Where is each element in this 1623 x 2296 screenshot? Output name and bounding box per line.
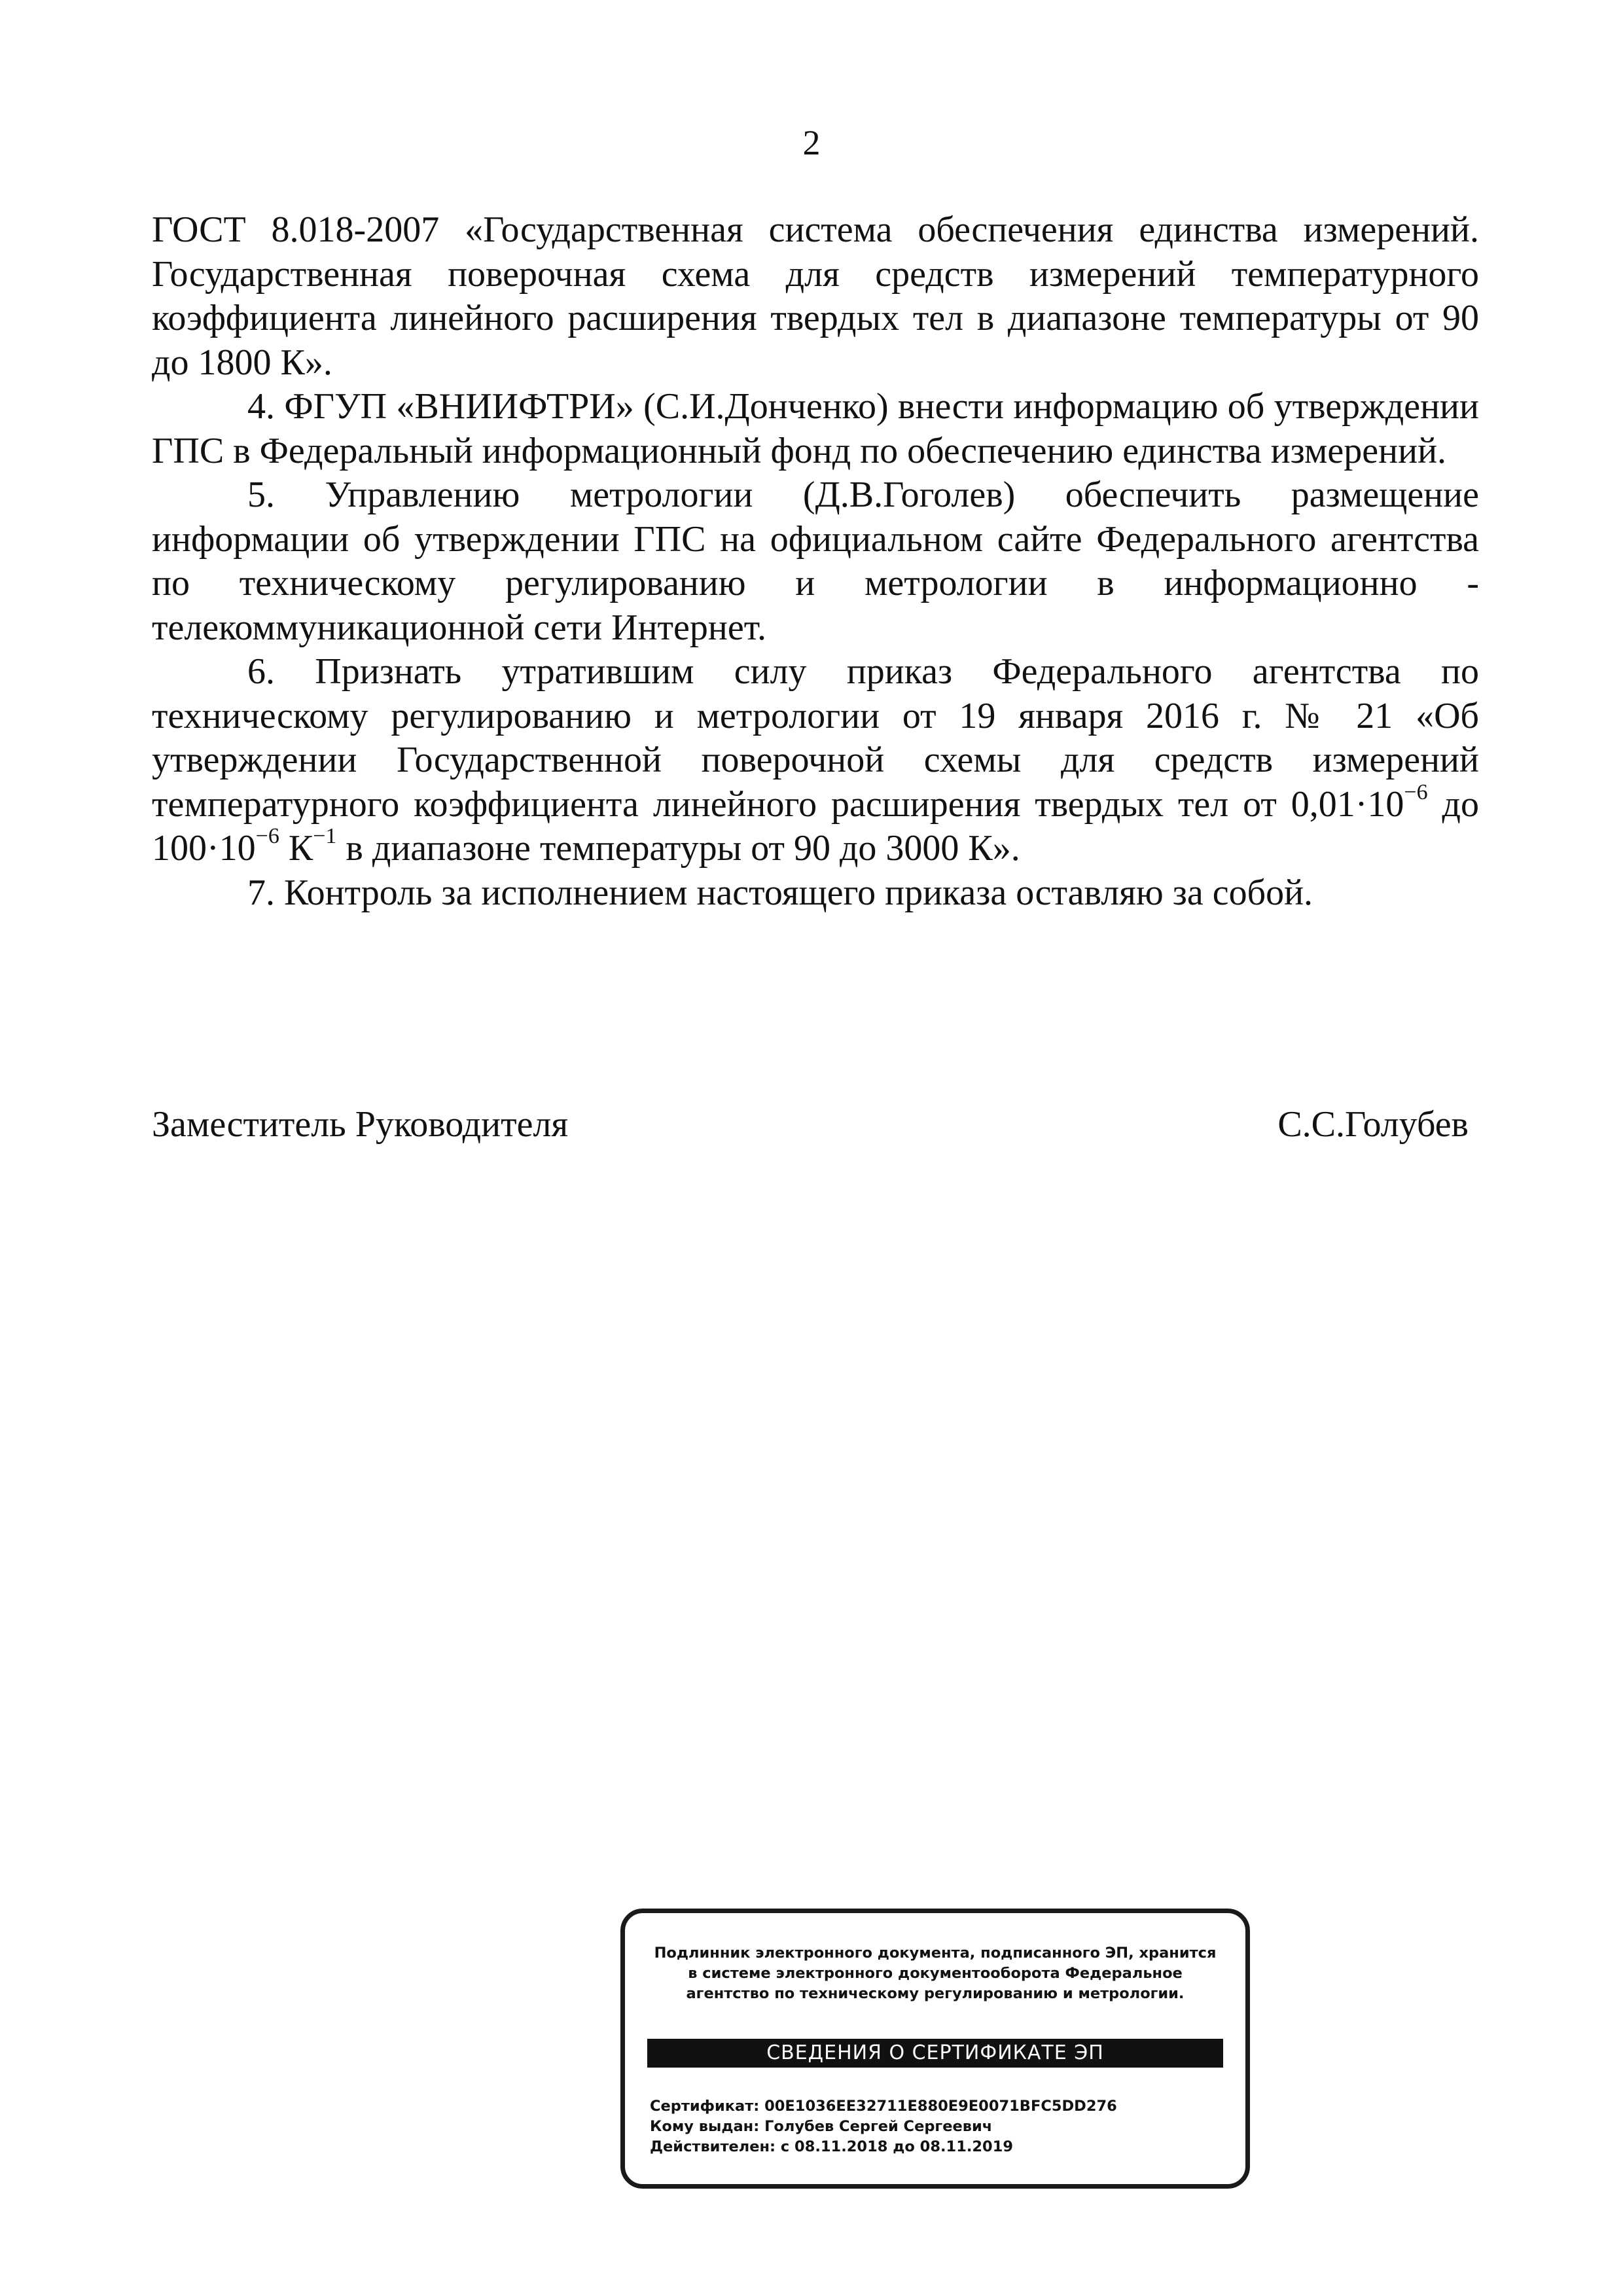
stamp-issued-to-line: [650, 2117, 1226, 2137]
signatory-position: Заместитель Руководителя: [152, 1104, 569, 1145]
item-6-exponent-c: −1: [313, 824, 337, 849]
item-4-organization: ФГУП «ВНИИФТРИ»: [284, 386, 634, 427]
stamp-issued-to-value: Голубев Сергей Сергеевич: [764, 2118, 993, 2135]
gost-paragraph: ГОСТ 8.018-2007 «Государственная система обеспечения единства измерений. Государственная поверочная схема для средств измерений температурного коэффициента линейного расширения твердых тел в диапазоне температуры от 90 до 1800 К».: [152, 209, 1479, 383]
stamp-certificate-value: 00E1036EE32711E880E9E0071BFC5DD276: [764, 2098, 1117, 2115]
item-4-paragraph: [152, 385, 1479, 473]
stamp-certificate-header: СВЕДЕНИЯ О СЕРТИФИКАТЕ ЭП: [647, 2039, 1223, 2068]
stamp-valid-line: [650, 2137, 1226, 2157]
item-4-text: (С.И.Донченко) внести информацию об утверждении ГПС в Федеральный информационный фонд по обеспечению единства измерений.: [152, 386, 1479, 471]
item-5-text: Управлению метрологии (Д.В.Гоголев) обеспечить размещение информации об утверждении ГПС на официальном сайте Федерального агентства по техническому регулированию и метрологии в информационно - телекоммуникационной сети Интернет.: [152, 475, 1479, 648]
item-6-paragraph: [152, 650, 1479, 871]
signatory-name: С.С.Голубев: [1277, 1104, 1469, 1145]
item-5-number: 5.: [247, 475, 275, 515]
item-6-text-b: до 100·10: [152, 783, 1479, 869]
stamp-certificate-label: Сертификат:: [650, 2098, 760, 2115]
item-6-number: 6.: [247, 651, 275, 692]
item-6-exponent-b: −6: [255, 824, 279, 849]
item-5-paragraph: [152, 473, 1479, 650]
item-7-paragraph: 7. Контроль за исполнением настоящего приказа оставляю за собой.: [247, 872, 1313, 913]
item-6-exponent-a: −6: [1404, 780, 1428, 804]
electronic-signature-stamp: [620, 1909, 1250, 2189]
stamp-details: [650, 2096, 1226, 2157]
stamp-notice: Подлинник электронного документа, подписанного ЭП, хранится в системе электронного документооборота Федеральное агентство по техническому регулированию и метрологии.: [654, 1945, 1217, 2002]
item-6-text-c: К: [279, 828, 313, 869]
stamp-valid-value: с 08.11.2018 до 08.11.2019: [780, 2138, 1014, 2155]
stamp-valid-label: Действителен:: [650, 2138, 776, 2155]
signature-block: [152, 1103, 1469, 1145]
page-number: 2: [802, 123, 821, 162]
item-4-number: 4.: [247, 386, 275, 427]
item-6-text-d: в диапазоне температуры от 90 до 3000 К».: [336, 828, 1020, 869]
document-body: [152, 208, 1479, 915]
stamp-certificate-line: [650, 2096, 1226, 2117]
stamp-issued-to-label: Кому выдан:: [650, 2118, 760, 2135]
item-6-text-a: Признать утратившим силу приказ Федерального агентства по техническому регулированию и метрологии от 19 января 2016 г. № 21 «Об утверждении Государственной поверочной схемы для средств измерений температурного коэффициента линейного расширения твердых тел от 0,01·10: [152, 651, 1479, 825]
